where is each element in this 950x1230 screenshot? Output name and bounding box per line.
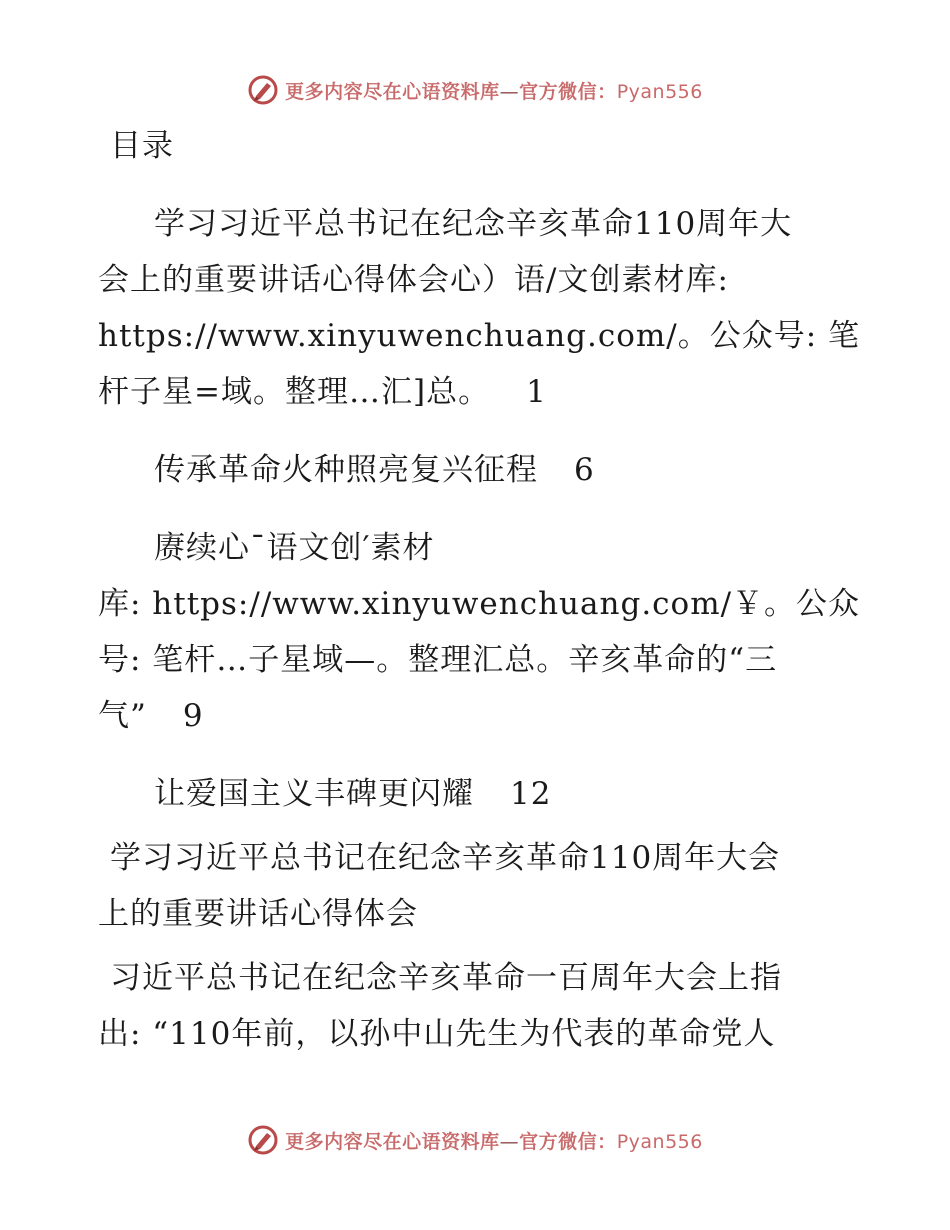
toc-page-number: 1 [526,374,547,410]
pen-logo-icon [247,74,279,106]
toc-page-number: 6 [574,452,595,488]
toc-title: 目录 [110,128,174,164]
toc-page-number: 9 [182,698,204,734]
toc-entry-2[interactable]: 传承革命火种照亮复兴征程 6 [154,452,595,488]
toc-entry-3[interactable]: 赓续心¯语文创′素材 库: https://www.xinyuwenchuang.com/￥。公众 号: 笔杆…子星域—。整理汇总。辛亥革命的“三 气” 9 [98,530,861,734]
page-header-watermark [0,70,950,110]
toc-page-number: 12 [510,776,552,812]
page-footer-watermark [0,1120,950,1160]
document-body [98,118,861,1062]
article-paragraph: 习近平总书记在纪念辛亥革命一百周年大会上指 出: “110年前，以孙中山先生为代表的革命党人 [98,960,782,1052]
pen-logo-icon [247,1124,279,1156]
article-heading: 学习习近平总书记在纪念辛亥革命110周年大会 上的重要讲话心得体会 [98,840,781,932]
toc-entry-4[interactable]: 让爱国主义丰碑更闪耀 12 [154,776,552,812]
toc-entry-1[interactable]: 学习习近平总书记在纪念辛亥革命110周年大 会上的重要讲话心得体会心）语/文创素材库: https://www.xinyuwenchuang.com/。公众号: 笔 杆子星=域。整理…汇]总。 1 [98,206,861,410]
watermark-text: 更多内容尽在心语资料库—官方微信：Pyan556 [285,80,703,103]
watermark-text: 更多内容尽在心语资料库—官方微信：Pyan556 [285,1130,703,1153]
